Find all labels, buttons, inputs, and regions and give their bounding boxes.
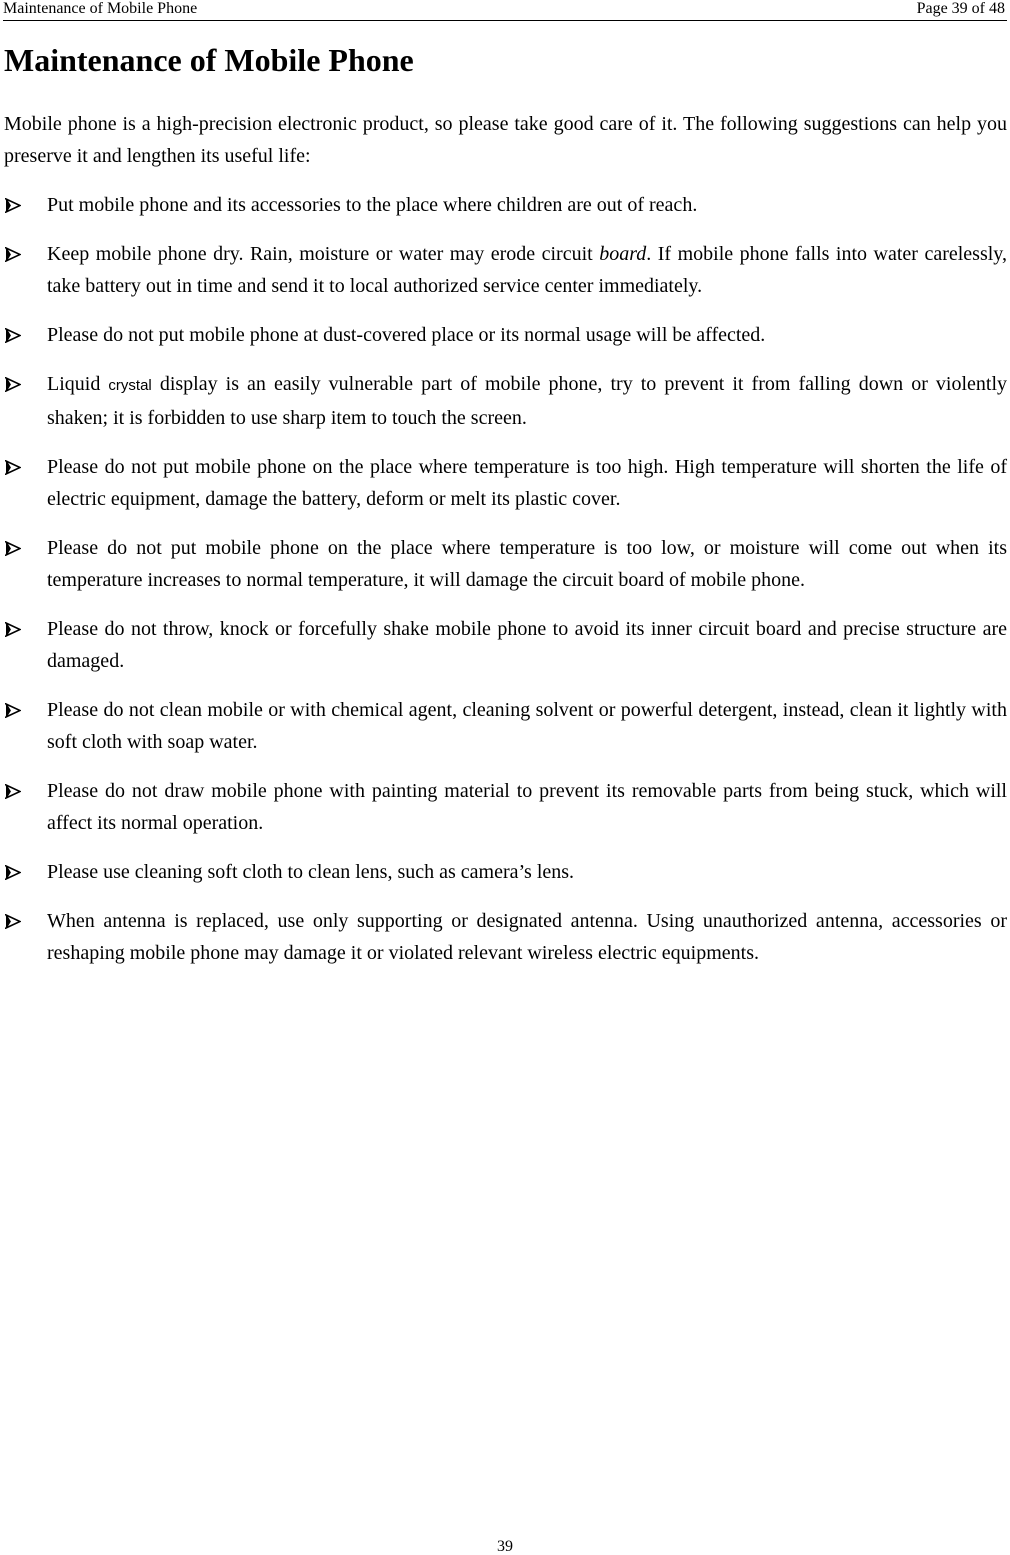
arrowhead-bullet-icon [4,189,22,221]
arrowhead-bullet-icon [4,238,22,270]
arrowhead-bullet-icon [4,532,22,564]
list-item-text: Please use cleaning soft cloth to clean lens, such as camera’s lens. [47,861,575,883]
arrowhead-bullet-icon [4,319,22,351]
arrowhead-bullet-icon [4,613,22,645]
list-item-text: Liquid [47,373,101,395]
list-item-text: When antenna is replaced, use only supporting or designated antenna. Using unauthorized antenna, accessories or reshaping mobile phone may damage it or violated relevant wireless electric equipments. [47,910,1007,964]
header-document-title: Maintenance of Mobile Phone [3,0,198,17]
maintenance-suggestion-list [4,189,1007,986]
list-item [4,189,1007,221]
list-item [4,368,1007,434]
list-item-text: . [646,243,652,265]
arrowhead-bullet-icon [4,694,22,726]
list-item-text: Please do not draw mobile phone with painting material to prevent its removable parts from being stuck, which will affect its normal operation. [47,780,1007,834]
page-number: 39 [497,1538,513,1555]
list-item-text: Please do not put mobile phone on the place where temperature is too high. High temperature will shorten the life of electric equipment, damage the battery, deform or melt its plastic cover. [47,456,1007,510]
arrowhead-bullet-icon [4,775,22,807]
list-item [4,905,1007,969]
list-item [4,532,1007,596]
page-title: Maintenance of Mobile Phone [4,42,414,78]
arrowhead-bullet-icon [4,905,22,937]
list-item-text: display is an easily vulnerable part of mobile phone, try to prevent it from falling down or violently shaken; it is forbidden to use sharp item to touch the screen. [47,373,1008,429]
list-item [4,856,1007,888]
arrowhead-bullet-icon [4,856,22,888]
list-item-text: Please do not put mobile phone at dust-covered place or its normal usage will be affected. [47,324,766,346]
list-item-sans-text: crystal [108,377,152,394]
list-item-text: Keep mobile phone dry. Rain, moisture or water may erode circuit [47,243,600,265]
running-header [3,0,1007,21]
list-item-text: Please do not put mobile phone on the place where temperature is too low, or moisture will come out when its temperature increases to normal temperature, it will damage the circuit board of mobile phone. [47,537,1007,591]
list-item-text: Please do not throw, knock or forcefully shake mobile phone to avoid its inner circuit board and precise structure are damaged. [47,618,1007,672]
list-item [4,613,1007,677]
arrowhead-bullet-icon [4,451,22,483]
list-item-text: Please do not clean mobile or with chemical agent, cleaning solvent or powerful detergent, instead, clean it lightly with soft cloth with soap water. [47,699,1007,753]
list-item [4,694,1007,758]
list-item-italic-text: board [599,243,647,265]
intro-paragraph: Mobile phone is a high-precision electronic product, so please take good care of it. The following suggestions can help you preserve it and lengthen its useful life: [4,113,1007,167]
list-item-text: If mobile phone falls into water carelessly, take battery out in time and send it to local authorized service center immediately. [47,243,1007,297]
list-item [4,238,1007,302]
arrowhead-bullet-icon [4,368,22,400]
header-page-indicator: Page 39 of 48 [916,0,1005,17]
list-item [4,775,1007,839]
list-item [4,319,1007,351]
list-item-text: Put mobile phone and its accessories to the place where children are out of reach. [47,194,698,216]
list-item [4,451,1007,515]
